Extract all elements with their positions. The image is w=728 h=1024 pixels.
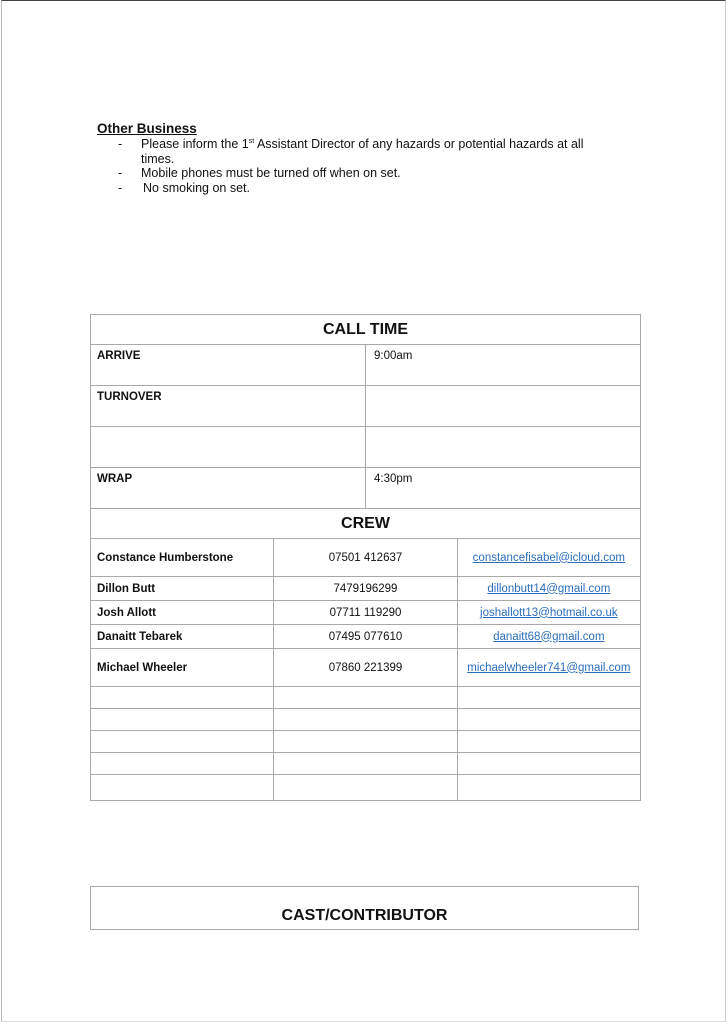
crew-phone: 07501 412637 (274, 539, 457, 577)
empty-cell (91, 775, 274, 801)
other-business-title: Other Business (97, 121, 197, 136)
call-time-value (366, 427, 641, 468)
call-time-value: 4:30pm (366, 468, 641, 509)
other-business-section (97, 121, 637, 195)
crew-table (90, 508, 641, 801)
table-row (91, 601, 641, 625)
call-time-label: WRAP (91, 468, 366, 509)
empty-cell (91, 753, 274, 775)
crew-email-link[interactable]: michaelwheeler741@gmail.com (457, 649, 640, 687)
list-item: - Please inform the 1st Assistant Director of any hazards or potential hazards at all times. (118, 137, 584, 166)
empty-cell (457, 687, 640, 709)
empty-row (91, 753, 641, 775)
crew-email-link[interactable]: constancefisabel@icloud.com (457, 539, 640, 577)
list-item: - Mobile phones must be turned off when on set. (118, 166, 401, 180)
table-row (91, 468, 641, 509)
call-time-title: CALL TIME (91, 315, 641, 345)
crew-title: CREW (91, 509, 641, 539)
bullet-dash: - (118, 180, 123, 195)
call-time-value: 9:00am (366, 345, 641, 386)
empty-row (91, 709, 641, 731)
document-page (1, 0, 726, 1022)
table-row (91, 625, 641, 649)
empty-cell (457, 753, 640, 775)
empty-row (91, 687, 641, 709)
empty-cell (91, 731, 274, 753)
call-time-value (366, 386, 641, 427)
empty-cell (274, 709, 457, 731)
crew-name: Danaitt Tebarek (91, 625, 274, 649)
empty-row (91, 775, 641, 801)
table-row (91, 577, 641, 601)
cast-contributor-title: CAST/CONTRIBUTOR (281, 907, 448, 924)
empty-row (91, 731, 641, 753)
crew-name: Constance Humberstone (91, 539, 274, 577)
empty-cell (274, 753, 457, 775)
empty-cell (91, 687, 274, 709)
crew-email-link[interactable]: joshallott13@hotmail.co.uk (457, 601, 640, 625)
crew-email-link[interactable]: dillonbutt14@gmail.com (457, 577, 640, 601)
table-row (91, 427, 641, 468)
bullet-dash: - (118, 137, 123, 151)
empty-cell (457, 731, 640, 753)
crew-email-link[interactable]: danaitt68@gmail.com (457, 625, 640, 649)
cast-contributor-box (90, 886, 639, 930)
crew-phone: 07711 119290 (274, 601, 457, 625)
empty-cell (457, 709, 640, 731)
crew-name: Josh Allott (91, 601, 274, 625)
table-row (91, 539, 641, 577)
call-time-table (90, 314, 641, 509)
empty-cell (91, 709, 274, 731)
call-time-label: TURNOVER (91, 386, 366, 427)
table-row (91, 649, 641, 687)
other-business-list (97, 137, 637, 195)
crew-name: Dillon Butt (91, 577, 274, 601)
empty-cell (274, 731, 457, 753)
empty-cell (274, 687, 457, 709)
empty-cell (457, 775, 640, 801)
crew-phone: 07860 221399 (274, 649, 457, 687)
crew-phone: 07495 077610 (274, 625, 457, 649)
table-row (91, 386, 641, 427)
bullet-dash: - (118, 166, 123, 180)
list-item: - No smoking on set. (118, 180, 250, 195)
crew-phone: 7479196299 (274, 577, 457, 601)
call-time-label (91, 427, 366, 468)
table-row (91, 345, 641, 386)
crew-name: Michael Wheeler (91, 649, 274, 687)
call-time-label: ARRIVE (91, 345, 366, 386)
empty-cell (274, 775, 457, 801)
